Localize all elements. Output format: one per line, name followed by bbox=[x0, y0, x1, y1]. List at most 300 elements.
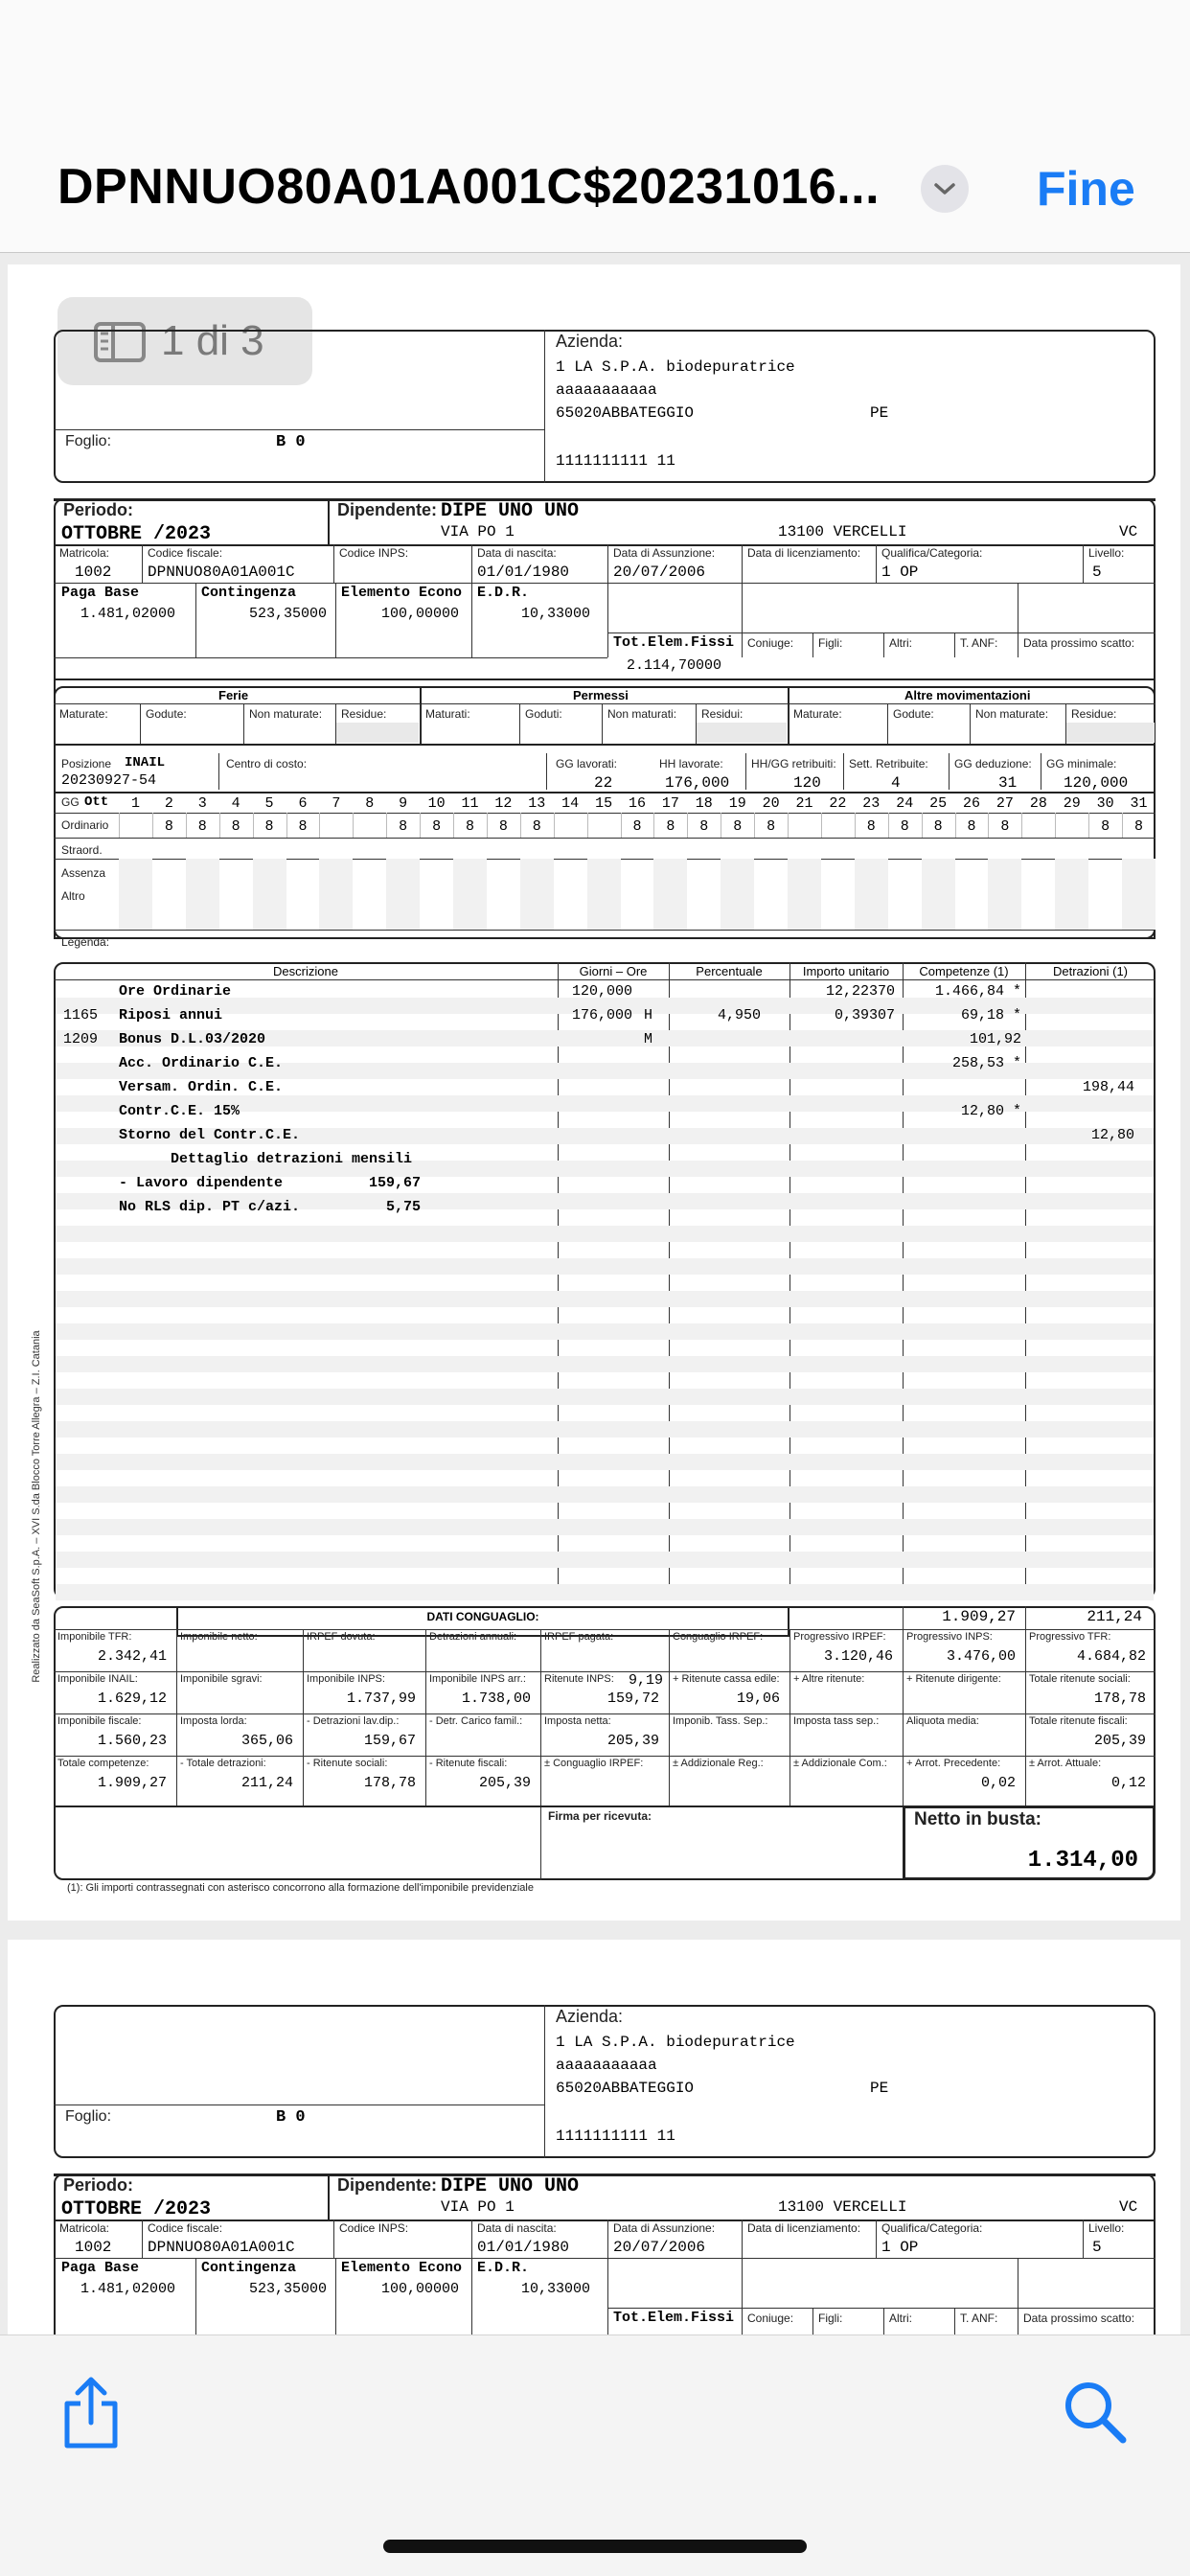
calendar-stripe bbox=[119, 859, 152, 930]
econo-label-2: Elemento Econo bbox=[341, 2260, 463, 2276]
totals-label: ± Arrot. Attuale: bbox=[1029, 1758, 1102, 1769]
gg-lavorati-label: GG lavorati: bbox=[556, 757, 618, 770]
side-note: Realizzato da SeaSoft S.p.A. – XVI S.da Blocco Torre Allegra – Z.I. Catania bbox=[31, 1330, 42, 1683]
azienda-name: 1 LA S.P.A. biodepuratrice bbox=[556, 358, 795, 376]
calendar-day: 10 bbox=[427, 795, 446, 812]
dipendente-prov: VC bbox=[1119, 523, 1138, 540]
voce-competenze: 12,80 * bbox=[960, 1103, 1021, 1119]
assunzione-value: 20/07/2006 bbox=[613, 564, 706, 581]
totals-value: 0,12 bbox=[1110, 1775, 1146, 1791]
voci-stripe bbox=[56, 1226, 1154, 1242]
voce-perc: 4,950 bbox=[717, 1007, 761, 1024]
totals-value: 211,24 bbox=[240, 1775, 293, 1791]
totale-detrazioni-top: 211,24 bbox=[1087, 1608, 1142, 1625]
voci-stripe bbox=[56, 1584, 1154, 1600]
ferie-shade bbox=[697, 723, 787, 743]
calendar-divider bbox=[922, 813, 923, 838]
voce-desc: Riposi annui bbox=[119, 1007, 223, 1024]
calendar-day: 6 bbox=[298, 795, 308, 812]
voce-desc: - Lavoro dipendente 159,67 bbox=[119, 1175, 422, 1191]
calendar-divider bbox=[353, 813, 354, 838]
calendar-ordinario: 8 bbox=[399, 818, 408, 835]
calendar-ordinario: 8 bbox=[967, 818, 976, 835]
ferie-col-divider bbox=[140, 703, 141, 744]
gg-label: GG bbox=[61, 795, 80, 809]
altri-label: Altri: bbox=[889, 636, 912, 650]
voce-giorni: 176,000 bbox=[571, 1007, 632, 1024]
totals-value: 205,39 bbox=[1093, 1733, 1146, 1749]
totals-label: Imponibile sgravi: bbox=[180, 1673, 263, 1685]
legenda-label: Legenda: bbox=[61, 935, 110, 949]
calendar-divider bbox=[1055, 813, 1056, 838]
paga-base-label-2: Paga Base bbox=[61, 2260, 140, 2276]
dipendente-street-2: VIA PO 1 bbox=[441, 2198, 515, 2216]
totals-value: 3.476,00 bbox=[946, 1648, 1016, 1665]
totals-value: 365,06 bbox=[240, 1733, 293, 1749]
voci-stripe bbox=[56, 1552, 1154, 1568]
calendar-day: 29 bbox=[1063, 795, 1081, 812]
licenziamento-label: Data di licenziamento: bbox=[747, 546, 861, 560]
calendar-day: 26 bbox=[963, 795, 981, 812]
dipendente-prov-2: VC bbox=[1119, 2198, 1138, 2216]
paga-base-value: 1.481,02000 bbox=[80, 606, 176, 622]
edr-label-2: E.D.R. bbox=[477, 2260, 530, 2276]
totals-label: Aliquota media: bbox=[906, 1715, 979, 1727]
calendar-stripe bbox=[253, 859, 286, 930]
totals-value: 1.909,27 bbox=[97, 1775, 167, 1791]
calendar-divider bbox=[152, 813, 153, 838]
voci-stripe bbox=[56, 1486, 1154, 1503]
azienda-address-2: 65020ABBATEGGIO bbox=[556, 2080, 695, 2097]
calendar-day: 20 bbox=[762, 795, 780, 812]
chevron-down-icon bbox=[933, 179, 956, 198]
assunzione-label: Data di Assunzione: bbox=[613, 546, 716, 560]
calendar-day: 14 bbox=[561, 795, 580, 812]
qualifica-label-2: Qualifica/Categoria: bbox=[881, 2221, 983, 2235]
home-indicator[interactable] bbox=[383, 2540, 807, 2553]
azienda-prov: PE bbox=[870, 404, 889, 422]
totals-bottom-line bbox=[54, 1806, 1156, 1807]
ggded-value: 31 bbox=[998, 774, 1018, 792]
ferie-shade bbox=[1066, 723, 1155, 743]
totals-divider bbox=[303, 1629, 304, 1671]
totals-label: + Altre ritenute: bbox=[793, 1673, 865, 1685]
calendar-divider bbox=[621, 813, 622, 838]
periodo-value-2: OTTOBRE /2023 bbox=[61, 2198, 212, 2220]
contingenza-value-2: 523,35000 bbox=[249, 2281, 328, 2297]
totale-competenze-top: 1.909,27 bbox=[942, 1608, 1016, 1625]
econo-value-2: 100,00000 bbox=[381, 2281, 460, 2297]
totals-value: 205,39 bbox=[606, 1733, 659, 1749]
hhgg-value: 120 bbox=[793, 774, 821, 792]
foglio-label-2: Foglio: bbox=[65, 2108, 112, 2125]
calendar-day: 12 bbox=[494, 795, 513, 812]
calendar-day: 13 bbox=[528, 795, 546, 812]
livello-value-2: 5 bbox=[1092, 2239, 1102, 2256]
altro-label: Altro bbox=[61, 889, 85, 903]
sett-value: 4 bbox=[891, 774, 901, 792]
calendar-day: 25 bbox=[929, 795, 948, 812]
foglio-value: B 0 bbox=[276, 433, 306, 451]
calendar-day: 5 bbox=[264, 795, 274, 812]
foglio-label: Foglio: bbox=[65, 433, 112, 449]
voce-desc: Contr.C.E. 15% bbox=[119, 1103, 240, 1119]
edr-label: E.D.R. bbox=[477, 585, 530, 601]
voce-desc: Acc. Ordinario C.E. bbox=[119, 1055, 284, 1071]
calendar-day: 15 bbox=[595, 795, 613, 812]
matricola-label-2: Matricola: bbox=[59, 2221, 110, 2235]
periodo-value: OTTOBRE /2023 bbox=[61, 523, 212, 545]
coniuge-label-2: Coniuge: bbox=[747, 2312, 794, 2325]
title-menu-button[interactable] bbox=[921, 165, 969, 213]
totals-value: 0,02 bbox=[980, 1775, 1016, 1791]
nascita-value: 01/01/1980 bbox=[477, 564, 570, 581]
totals-label: IRPEF pagata: bbox=[544, 1631, 614, 1643]
qualifica-label: Qualifica/Categoria: bbox=[881, 546, 983, 560]
azienda-prov-2: PE bbox=[870, 2080, 889, 2097]
anf-label-2: T. ANF: bbox=[960, 2312, 998, 2325]
totals-label: Ritenute INPS: bbox=[544, 1673, 614, 1685]
cf-value: DPNNUO80A01A001C bbox=[148, 564, 295, 581]
voce-desc: No RLS dip. PT c/azi. 5,75 bbox=[119, 1199, 422, 1215]
calendar-stripe bbox=[386, 859, 420, 930]
calendar-day: 18 bbox=[695, 795, 713, 812]
periodo-label-2: Periodo: bbox=[63, 2175, 134, 2195]
calendar-divider bbox=[487, 813, 488, 838]
paga-base-label: Paga Base bbox=[61, 585, 140, 601]
livello-label: Livello: bbox=[1088, 546, 1125, 560]
totals-label: Imposta lorda: bbox=[180, 1715, 247, 1727]
footnote: (1): Gli importi contrassegnati con asterisco concorrono alla formazione dell'imponibile previdenziale bbox=[67, 1882, 534, 1894]
document-title: DPNNUO80A01A001C$20231016... bbox=[57, 159, 881, 215]
voce-detrazioni: 198,44 bbox=[1082, 1079, 1134, 1095]
calendar-divider bbox=[520, 813, 521, 838]
voci-stripe bbox=[56, 1356, 1154, 1372]
totals-divider bbox=[176, 1671, 177, 1714]
foglio-value-2: B 0 bbox=[276, 2108, 306, 2127]
econo-value: 100,00000 bbox=[381, 606, 460, 622]
figli-label-2: Figli: bbox=[818, 2312, 843, 2325]
assenza-label: Assenza bbox=[61, 866, 106, 880]
gg-lavorati-value: 22 bbox=[594, 774, 613, 792]
azienda-code: 1111111111 11 bbox=[556, 452, 675, 470]
totals-value: 1.629,12 bbox=[97, 1690, 167, 1707]
calendar-ordinario: 8 bbox=[632, 818, 642, 835]
ferie-col-divider bbox=[519, 703, 520, 744]
calendar-divider bbox=[988, 813, 989, 838]
altri-label-2: Altri: bbox=[889, 2312, 912, 2325]
ferie-col-divider bbox=[243, 703, 244, 744]
ferie-col-label: Maturate: bbox=[793, 707, 842, 721]
totals-label: Imponibile netto: bbox=[180, 1631, 258, 1643]
calendar-stripe bbox=[1122, 859, 1156, 930]
totals-value: 1.737,99 bbox=[346, 1690, 416, 1707]
calendar-stripe bbox=[453, 859, 487, 930]
posizione-label: Posizione bbox=[61, 757, 112, 770]
nascita-label: Data di nascita: bbox=[477, 546, 557, 560]
ferie-col-label: Non maturati: bbox=[607, 707, 677, 721]
calendar-stripe bbox=[319, 859, 353, 930]
azienda-name-2: 1 LA S.P.A. biodepuratrice bbox=[556, 2034, 795, 2051]
totals-value: 2.342,41 bbox=[97, 1648, 167, 1665]
hh-lavorate-value: 176,000 bbox=[665, 774, 730, 792]
posizione-code: 20230927-54 bbox=[61, 772, 157, 789]
calendar-divider bbox=[119, 813, 120, 838]
dipendente-city: 13100 VERCELLI bbox=[778, 523, 907, 540]
calendar-divider bbox=[653, 813, 654, 838]
contingenza-label: Contingenza bbox=[201, 585, 297, 601]
voce-competenze: 258,53 * bbox=[951, 1055, 1021, 1071]
qualifica-value: 1 OP bbox=[881, 564, 919, 581]
netto-label: Netto in busta: bbox=[914, 1809, 1041, 1829]
done-button[interactable]: Fine bbox=[1037, 162, 1135, 216]
totals-divider bbox=[903, 1671, 904, 1714]
calendar-divider bbox=[587, 813, 588, 838]
calendar-divider bbox=[554, 813, 555, 838]
straord-label: Straord. bbox=[61, 843, 103, 857]
calendar-day: 24 bbox=[896, 795, 914, 812]
figli-label: Figli: bbox=[818, 636, 843, 650]
search-button[interactable] bbox=[1062, 2379, 1129, 2446]
ferie-col-divider bbox=[602, 703, 603, 744]
voce-competenze: 1.466,84 * bbox=[934, 983, 1021, 1000]
totals-value: 178,78 bbox=[1093, 1690, 1146, 1707]
totals-value: 205,39 bbox=[478, 1775, 531, 1791]
calendar-divider bbox=[788, 813, 789, 838]
navigation-bar bbox=[0, 0, 1190, 253]
cdc-label: Centro di costo: bbox=[226, 757, 308, 770]
calendar-ordinario: 8 bbox=[465, 818, 474, 835]
voci-stripe bbox=[56, 1323, 1154, 1340]
hh-lavorate-label: HH lavorate: bbox=[659, 757, 723, 770]
licenziamento-label-2: Data di licenziamento: bbox=[747, 2221, 861, 2235]
conguaglio-title: DATI CONGUAGLIO: bbox=[426, 1610, 539, 1623]
totals-label: + Arrot. Precedente: bbox=[906, 1758, 1001, 1769]
firma-label: Firma per ricevuta: bbox=[548, 1809, 652, 1823]
share-icon bbox=[57, 2375, 125, 2451]
calendar-day: 9 bbox=[399, 795, 408, 812]
ferie-col-label: Residue: bbox=[1071, 707, 1117, 721]
voci-stripe bbox=[56, 1454, 1154, 1470]
ferie-col-label: Maturate: bbox=[59, 707, 108, 721]
tot-elem-value: 2.114,70000 bbox=[627, 657, 722, 674]
totals-label: - Ritenute sociali: bbox=[307, 1758, 388, 1769]
calendar-ordinario: 8 bbox=[532, 818, 541, 835]
calendar-stripe bbox=[587, 859, 621, 930]
calendar-ordinario: 8 bbox=[767, 818, 776, 835]
calendar-day: 17 bbox=[661, 795, 679, 812]
contingenza-label-2: Contingenza bbox=[201, 2260, 297, 2276]
totals-label: Progressivo IRPEF: bbox=[793, 1631, 886, 1643]
calendar-day: 30 bbox=[1096, 795, 1114, 812]
totals-value: 1.560,23 bbox=[97, 1733, 167, 1749]
sett-label: Sett. Retribuite: bbox=[849, 757, 928, 770]
totals-label: Totale competenze: bbox=[57, 1758, 149, 1769]
anf-label: T. ANF: bbox=[960, 636, 998, 650]
calendar-stripe bbox=[721, 859, 754, 930]
totals-divider bbox=[669, 1714, 670, 1756]
totals-value: 159,72 bbox=[606, 1690, 659, 1707]
cf-label: Codice fiscale: bbox=[148, 546, 223, 560]
ordinario-label: Ordinario bbox=[61, 818, 109, 832]
totals-label: Progressivo INPS: bbox=[906, 1631, 993, 1643]
ggded-label: GG deduzione: bbox=[954, 757, 1032, 770]
coniuge-label: Coniuge: bbox=[747, 636, 794, 650]
totals-value: 19,06 bbox=[736, 1690, 780, 1707]
calendar-day: 21 bbox=[795, 795, 813, 812]
assunzione-label-2: Data di Assunzione: bbox=[613, 2221, 716, 2235]
paga-base-value-2: 1.481,02000 bbox=[80, 2281, 176, 2297]
scatto-label-2: Data prossimo scatto: bbox=[1023, 2312, 1135, 2325]
totals-label: Progressivo TFR: bbox=[1029, 1631, 1111, 1643]
ferie-shade bbox=[336, 723, 419, 743]
voce-competenze: 101,92 bbox=[969, 1031, 1021, 1047]
calendar-ordinario: 8 bbox=[432, 818, 442, 835]
voci-stripe bbox=[56, 1258, 1154, 1275]
calendar-stripe bbox=[788, 859, 821, 930]
totals-value: 159,67 bbox=[363, 1733, 416, 1749]
altre-header: Altre movimentazioni bbox=[904, 688, 1031, 702]
calendar-day: 23 bbox=[862, 795, 881, 812]
totals-label: Imponib. Tass. Sep.: bbox=[673, 1715, 768, 1727]
importo-header: Importo unitario bbox=[802, 964, 890, 978]
qualifica-value-2: 1 OP bbox=[881, 2239, 919, 2256]
dipendente-name-2: DIPE UNO UNO bbox=[441, 2175, 580, 2197]
calendar-divider bbox=[1021, 813, 1022, 838]
totals-row-line bbox=[54, 1671, 1156, 1672]
calendar-divider bbox=[219, 813, 220, 838]
giorni-header: Giorni – Ore bbox=[579, 964, 648, 978]
assunzione-value-2: 20/07/2006 bbox=[613, 2239, 706, 2256]
totals-divider bbox=[903, 1714, 904, 1756]
voce-unit: M bbox=[644, 1031, 653, 1047]
ferie-col-divider bbox=[420, 703, 421, 744]
totals-label: Imponibile INAIL: bbox=[57, 1673, 138, 1685]
calendar-divider bbox=[821, 813, 822, 838]
voci-stripe bbox=[56, 1389, 1154, 1405]
nascita-value-2: 01/01/1980 bbox=[477, 2239, 570, 2256]
edr-value: 10,33000 bbox=[521, 606, 591, 622]
ferie-header: Ferie bbox=[218, 688, 249, 702]
ferie-col-label: Godute: bbox=[146, 707, 187, 721]
percentuale-header: Percentuale bbox=[696, 964, 763, 978]
ferie-col-divider bbox=[788, 703, 789, 744]
contingenza-value: 523,35000 bbox=[249, 606, 328, 622]
calendar-ordinario: 8 bbox=[1134, 818, 1144, 835]
voce-unit: H bbox=[644, 1007, 653, 1024]
totals-label: - Ritenute fiscali: bbox=[429, 1758, 508, 1769]
voce-desc: Versam. Ordin. C.E. bbox=[119, 1079, 284, 1095]
calendar-day: 27 bbox=[995, 795, 1014, 812]
totals-label: - Detr. Carico famil.: bbox=[429, 1715, 523, 1727]
calendar-stripe bbox=[186, 859, 219, 930]
calendar-divider bbox=[420, 813, 421, 838]
voce-desc: Dettaglio detrazioni mensili bbox=[119, 1151, 413, 1167]
calendar-divider bbox=[1088, 813, 1089, 838]
search-icon bbox=[1062, 2379, 1129, 2446]
calendar-ordinario: 8 bbox=[666, 818, 675, 835]
calendar-day: 4 bbox=[231, 795, 240, 812]
calendar-ordinario: 8 bbox=[866, 818, 876, 835]
competenze-header: Competenze (1) bbox=[919, 964, 1009, 978]
periodo-label: Periodo: bbox=[63, 500, 134, 519]
totals-label: + Ritenute cassa edile: bbox=[673, 1673, 780, 1685]
calendar-ordinario: 8 bbox=[298, 818, 308, 835]
inps-label: Codice INPS: bbox=[339, 546, 409, 560]
totals-label: Conguaglio IRPEF: bbox=[673, 1631, 764, 1643]
calendar-divider bbox=[319, 813, 320, 838]
calendar-ordinario: 8 bbox=[231, 818, 240, 835]
totals-label: - Totale detrazioni: bbox=[180, 1758, 266, 1769]
azienda-address: 65020ABBATEGGIO bbox=[556, 404, 695, 422]
voce-desc: Storno del Contr.C.E. bbox=[119, 1127, 301, 1143]
calendar-divider bbox=[386, 813, 387, 838]
calendar-divider bbox=[453, 813, 454, 838]
econo-label: Elemento Econo bbox=[341, 585, 463, 601]
calendar-stripe bbox=[520, 859, 554, 930]
totals-value: 1.738,00 bbox=[461, 1690, 531, 1707]
share-button[interactable] bbox=[57, 2375, 125, 2451]
calendar-ordinario: 8 bbox=[933, 818, 943, 835]
calendar-ordinario: 8 bbox=[699, 818, 709, 835]
totals-divider bbox=[176, 1629, 177, 1671]
netto-value: 1.314,00 bbox=[1027, 1848, 1138, 1874]
totals-row-line bbox=[54, 1629, 1156, 1630]
livello-label-2: Livello: bbox=[1088, 2221, 1125, 2235]
totals-label: Imposta netta: bbox=[544, 1715, 611, 1727]
ferie-col-divider bbox=[887, 703, 888, 744]
ggmin-label: GG minimale: bbox=[1046, 757, 1117, 770]
dipendente-label: Dipendente: bbox=[337, 500, 438, 519]
calendar-divider bbox=[253, 813, 254, 838]
ferie-col-label: Non maturate: bbox=[975, 707, 1049, 721]
azienda-line2: aaaaaaaaaaa bbox=[556, 381, 657, 399]
calendar-ordinario: 8 bbox=[197, 818, 207, 835]
totals-divider bbox=[425, 1714, 426, 1756]
ferie-col-label: Godute: bbox=[893, 707, 934, 721]
calendar-divider bbox=[754, 813, 755, 838]
totals-label: ± Conguaglio IRPEF: bbox=[544, 1758, 644, 1769]
calendar-stripe bbox=[855, 859, 888, 930]
ferie-col-label: Non maturate: bbox=[249, 707, 323, 721]
posizione-inail: INAIL bbox=[125, 755, 166, 770]
ggmin-value: 120,000 bbox=[1064, 774, 1129, 792]
nascita-label-2: Data di nascita: bbox=[477, 2221, 557, 2235]
voce-desc: Ore Ordinarie bbox=[119, 983, 232, 1000]
calendar-day: 3 bbox=[197, 795, 207, 812]
totals-divider bbox=[669, 1629, 670, 1671]
voce-competenze: 69,18 * bbox=[960, 1007, 1021, 1024]
inps-label-2: Codice INPS: bbox=[339, 2221, 409, 2235]
voce-giorni: 120,000 bbox=[571, 983, 632, 1000]
payslip-page-1 bbox=[8, 264, 1180, 1920]
voci-stripe bbox=[56, 1519, 1154, 1535]
matricola-label: Matricola: bbox=[59, 546, 110, 560]
calendar-divider bbox=[286, 813, 287, 838]
voce-importo: 0,39307 bbox=[834, 1007, 895, 1024]
dipendente-city-2: 13100 VERCELLI bbox=[778, 2198, 907, 2216]
calendar-divider bbox=[687, 813, 688, 838]
hhgg-label: HH/GG retribuiti: bbox=[751, 757, 836, 770]
voce-desc: Bonus D.L.03/2020 bbox=[119, 1031, 266, 1047]
matricola-value-2: 1002 bbox=[75, 2239, 112, 2256]
ferie-col-label: Maturati: bbox=[425, 707, 470, 721]
calendar-divider bbox=[888, 813, 889, 838]
dipendente-name: DIPE UNO UNO bbox=[441, 500, 580, 522]
azienda-line2-2: aaaaaaaaaaa bbox=[556, 2057, 657, 2074]
tot-elem-label-2: Tot.Elem.Fissi bbox=[613, 2310, 735, 2326]
totals-label: - Detrazioni lav.dip.: bbox=[307, 1715, 400, 1727]
